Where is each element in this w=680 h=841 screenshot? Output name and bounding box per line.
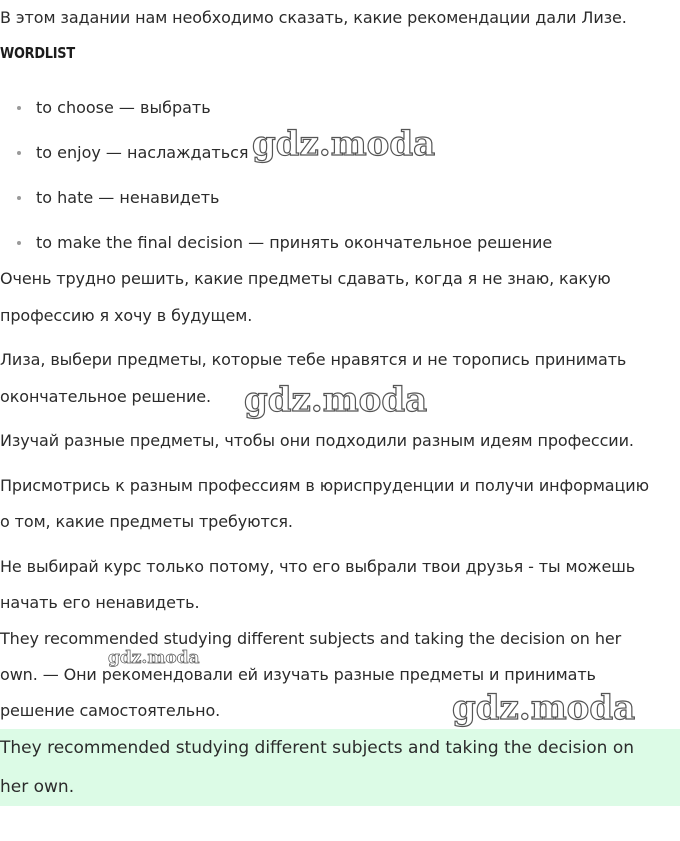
answer-highlight-box [0, 729, 680, 806]
paragraph-line: профессию я хочу в будущем. [0, 306, 253, 325]
watermark-logo: gdz.moda [108, 648, 200, 668]
watermark-logo: gdz.moda [452, 688, 636, 728]
paragraph-line: окончательное решение. [0, 387, 212, 406]
wordlist-item: to choose — выбрать [36, 98, 211, 117]
wordlist-item: to make the final decision — принять окончательное решение [36, 233, 553, 252]
paragraph-line: Изучай разные предметы, чтобы они подходили разным идеям профессии. [0, 431, 634, 450]
bullet-icon [17, 196, 21, 200]
paragraph-line: Очень трудно решить, какие предметы сдавать, когда я не знаю, какую [0, 269, 611, 288]
wordlist-heading: WORDLIST [0, 44, 75, 62]
paragraph-line: Лиза, выбери предметы, которые тебе нравятся и не торопись принимать [0, 350, 627, 369]
watermark-logo: gdz.moda [244, 380, 428, 420]
answer-line: They recommended studying different subjects and taking the decision on [0, 738, 634, 758]
paragraph-line: о том, какие предметы требуются. [0, 512, 293, 531]
bullet-icon [17, 241, 21, 245]
watermark-logo: gdz.moda [252, 124, 436, 164]
paragraph-line: решение самостоятельно. [0, 701, 221, 720]
answer-line: her own. [0, 777, 75, 797]
wordlist-item: to hate — ненавидеть [36, 188, 220, 207]
paragraph-line: начать его ненавидеть. [0, 593, 200, 612]
bullet-icon [17, 106, 21, 110]
paragraph-line: Присмотрись к разным профессиям в юриспруденции и получи информацию [0, 476, 649, 495]
paragraph-line: They recommended studying different subjects and taking the decision on her [0, 629, 622, 648]
bullet-icon [17, 151, 21, 155]
paragraph-line: Не выбирай курс только потому, что его выбрали твои друзья - ты можешь [0, 557, 636, 576]
wordlist-item: to enjoy — наслаждаться [36, 143, 249, 162]
paragraph-line: own. — Они рекомендовали ей изучать разные предметы и принимать [0, 665, 596, 684]
intro-text: В этом задании нам необходимо сказать, какие рекомендации дали Лизе. [0, 8, 627, 27]
